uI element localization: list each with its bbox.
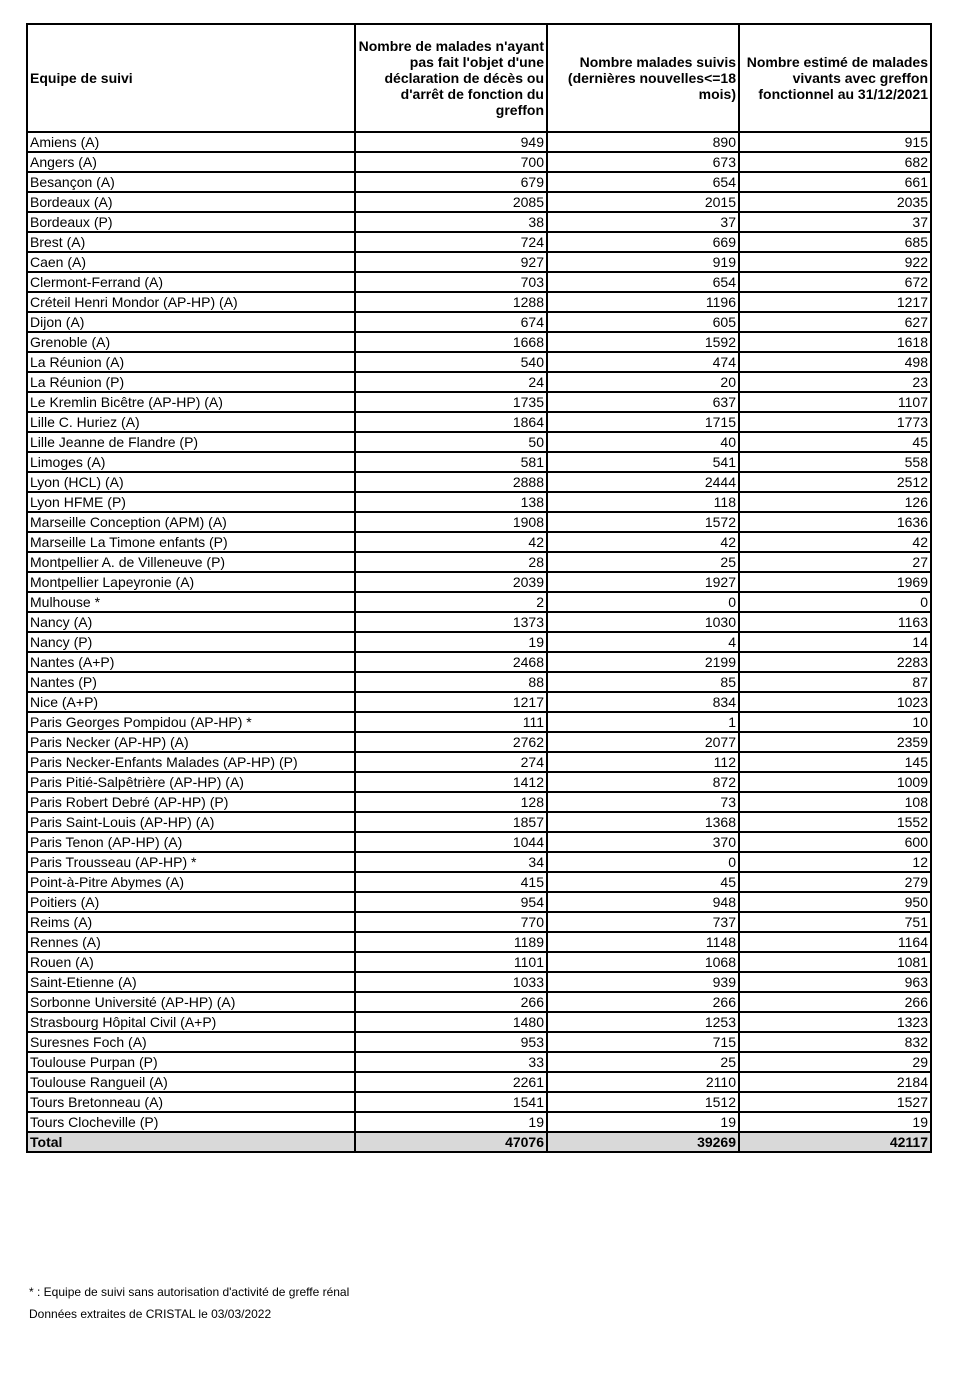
table-row [27, 292, 931, 312]
estimated-alive-cell: 1023 [739, 692, 931, 712]
not-declared-cell: 34 [355, 852, 547, 872]
followed-cell: 654 [547, 272, 739, 292]
team-name-cell: Poitiers (A) [27, 892, 355, 912]
not-declared-cell: 954 [355, 892, 547, 912]
followed-cell: 1148 [547, 932, 739, 952]
not-declared-cell: 415 [355, 872, 547, 892]
not-declared-cell: 540 [355, 352, 547, 372]
table-row [27, 632, 931, 652]
table-row [27, 232, 931, 252]
team-name-cell: Nancy (P) [27, 632, 355, 652]
estimated-alive-cell: 2359 [739, 732, 931, 752]
table-row [27, 392, 931, 412]
not-declared-cell: 1412 [355, 772, 547, 792]
total-label: Total [27, 1132, 355, 1152]
estimated-alive-cell: 1163 [739, 612, 931, 632]
table-row [27, 812, 931, 832]
table-row [27, 1112, 931, 1132]
team-name-cell: Marseille La Timone enfants (P) [27, 532, 355, 552]
table-row [27, 1052, 931, 1072]
estimated-alive-cell: 1323 [739, 1012, 931, 1032]
followed-cell: 715 [547, 1032, 739, 1052]
not-declared-cell: 2039 [355, 572, 547, 592]
estimated-alive-cell: 19 [739, 1112, 931, 1132]
not-declared-cell: 2468 [355, 652, 547, 672]
not-declared-cell: 1373 [355, 612, 547, 632]
team-name-cell: Montpellier A. de Villeneuve (P) [27, 552, 355, 572]
not-declared-cell: 88 [355, 672, 547, 692]
estimated-alive-cell: 23 [739, 372, 931, 392]
team-name-cell: Dijon (A) [27, 312, 355, 332]
table-row [27, 892, 931, 912]
team-name-cell: Le Kremlin Bicêtre (AP-HP) (A) [27, 392, 355, 412]
not-declared-cell: 1217 [355, 692, 547, 712]
estimated-alive-cell: 661 [739, 172, 931, 192]
not-declared-cell: 927 [355, 252, 547, 272]
not-declared-cell: 266 [355, 992, 547, 1012]
table-row [27, 252, 931, 272]
team-name-cell: Créteil Henri Mondor (AP-HP) (A) [27, 292, 355, 312]
not-declared-cell: 274 [355, 752, 547, 772]
table-row [27, 352, 931, 372]
table-row [27, 272, 931, 292]
followed-cell: 266 [547, 992, 739, 1012]
team-name-cell: Besançon (A) [27, 172, 355, 192]
table-row [27, 1032, 931, 1052]
table-row [27, 652, 931, 672]
followed-cell: 25 [547, 552, 739, 572]
team-name-cell: Nantes (P) [27, 672, 355, 692]
followed-cell: 2077 [547, 732, 739, 752]
estimated-alive-cell: 0 [739, 592, 931, 612]
team-name-cell: Grenoble (A) [27, 332, 355, 352]
followed-cell: 1068 [547, 952, 739, 972]
team-name-cell: Tours Bretonneau (A) [27, 1092, 355, 1112]
column-header-team: Equipe de suivi [27, 24, 355, 132]
team-name-cell: Strasbourg Hôpital Civil (A+P) [27, 1012, 355, 1032]
followed-cell: 1572 [547, 512, 739, 532]
table-row [27, 432, 931, 452]
team-name-cell: Saint-Etienne (A) [27, 972, 355, 992]
followed-cell: 85 [547, 672, 739, 692]
table-row [27, 912, 931, 932]
followed-cell: 40 [547, 432, 739, 452]
not-declared-cell: 2888 [355, 472, 547, 492]
estimated-alive-cell: 37 [739, 212, 931, 232]
team-name-cell: Lille Jeanne de Flandre (P) [27, 432, 355, 452]
table-row [27, 992, 931, 1012]
not-declared-cell: 111 [355, 712, 547, 732]
table-row [27, 492, 931, 512]
not-declared-cell: 1857 [355, 812, 547, 832]
followed-cell: 637 [547, 392, 739, 412]
estimated-alive-cell: 600 [739, 832, 931, 852]
estimated-alive-cell: 1217 [739, 292, 931, 312]
table-row [27, 332, 931, 352]
team-name-cell: Lyon HFME (P) [27, 492, 355, 512]
estimated-alive-cell: 108 [739, 792, 931, 812]
team-name-cell: Point-à-Pitre Abymes (A) [27, 872, 355, 892]
followed-cell: 1715 [547, 412, 739, 432]
followed-cell: 919 [547, 252, 739, 272]
not-declared-cell: 674 [355, 312, 547, 332]
team-name-cell: Brest (A) [27, 232, 355, 252]
not-declared-cell: 700 [355, 152, 547, 172]
estimated-alive-cell: 1009 [739, 772, 931, 792]
table-row [27, 412, 931, 432]
not-declared-cell: 1480 [355, 1012, 547, 1032]
not-declared-cell: 1101 [355, 952, 547, 972]
estimated-alive-cell: 1164 [739, 932, 931, 952]
followed-cell: 948 [547, 892, 739, 912]
column-header-followed: Nombre malades suivis (dernières nouvelles<=18 mois) [547, 24, 739, 132]
not-declared-cell: 2762 [355, 732, 547, 752]
followed-cell: 669 [547, 232, 739, 252]
team-name-cell: Nice (A+P) [27, 692, 355, 712]
not-declared-cell: 1864 [355, 412, 547, 432]
table-row [27, 132, 931, 152]
not-declared-cell: 703 [355, 272, 547, 292]
estimated-alive-cell: 45 [739, 432, 931, 452]
estimated-alive-cell: 751 [739, 912, 931, 932]
followed-cell: 1368 [547, 812, 739, 832]
estimated-alive-cell: 915 [739, 132, 931, 152]
followed-cell: 1196 [547, 292, 739, 312]
followed-cell: 45 [547, 872, 739, 892]
estimated-alive-cell: 1081 [739, 952, 931, 972]
not-declared-cell: 138 [355, 492, 547, 512]
followed-cell: 1927 [547, 572, 739, 592]
team-name-cell: Angers (A) [27, 152, 355, 172]
not-declared-cell: 1288 [355, 292, 547, 312]
table-row [27, 852, 931, 872]
team-name-cell: Marseille Conception (APM) (A) [27, 512, 355, 532]
team-name-cell: Reims (A) [27, 912, 355, 932]
team-name-cell: Nantes (A+P) [27, 652, 355, 672]
estimated-alive-cell: 950 [739, 892, 931, 912]
table-row [27, 312, 931, 332]
followed-cell: 37 [547, 212, 739, 232]
not-declared-cell: 679 [355, 172, 547, 192]
table-row [27, 572, 931, 592]
not-declared-cell: 42 [355, 532, 547, 552]
total-not-declared: 47076 [355, 1132, 547, 1152]
total-row [27, 1132, 931, 1152]
not-declared-cell: 50 [355, 432, 547, 452]
not-declared-cell: 1541 [355, 1092, 547, 1112]
followed-cell: 2015 [547, 192, 739, 212]
table-row [27, 592, 931, 612]
followed-cell: 0 [547, 592, 739, 612]
followed-cell: 20 [547, 372, 739, 392]
estimated-alive-cell: 1527 [739, 1092, 931, 1112]
estimated-alive-cell: 126 [739, 492, 931, 512]
team-name-cell: Bordeaux (A) [27, 192, 355, 212]
followed-cell: 673 [547, 152, 739, 172]
not-declared-cell: 770 [355, 912, 547, 932]
estimated-alive-cell: 1636 [739, 512, 931, 532]
team-name-cell: Tours Clocheville (P) [27, 1112, 355, 1132]
table-row [27, 532, 931, 552]
estimated-alive-cell: 42 [739, 532, 931, 552]
team-name-cell: Clermont-Ferrand (A) [27, 272, 355, 292]
followed-cell: 1512 [547, 1092, 739, 1112]
followed-cell: 0 [547, 852, 739, 872]
not-declared-cell: 2261 [355, 1072, 547, 1092]
total-estimated-alive: 42117 [739, 1132, 931, 1152]
team-name-cell: Toulouse Purpan (P) [27, 1052, 355, 1072]
table-row [27, 832, 931, 852]
estimated-alive-cell: 1773 [739, 412, 931, 432]
followed-cell: 541 [547, 452, 739, 472]
not-declared-cell: 38 [355, 212, 547, 232]
table-row [27, 212, 931, 232]
team-name-cell: Paris Robert Debré (AP-HP) (P) [27, 792, 355, 812]
team-name-cell: Sorbonne Université (AP-HP) (A) [27, 992, 355, 1012]
table-row [27, 792, 931, 812]
not-declared-cell: 1668 [355, 332, 547, 352]
team-name-cell: Nancy (A) [27, 612, 355, 632]
footnotes [29, 1281, 349, 1325]
team-name-cell: Mulhouse * [27, 592, 355, 612]
follow-up-table [26, 23, 932, 1153]
estimated-alive-cell: 2184 [739, 1072, 931, 1092]
footnote-asterisk: * : Equipe de suivi sans autorisation d'activité de greffe rénal [29, 1285, 350, 1299]
followed-cell: 112 [547, 752, 739, 772]
team-name-cell: Paris Saint-Louis (AP-HP) (A) [27, 812, 355, 832]
not-declared-cell: 2 [355, 592, 547, 612]
team-name-cell: Amiens (A) [27, 132, 355, 152]
followed-cell: 872 [547, 772, 739, 792]
total-followed: 39269 [547, 1132, 739, 1152]
table-row [27, 172, 931, 192]
not-declared-cell: 1044 [355, 832, 547, 852]
followed-cell: 2199 [547, 652, 739, 672]
table-row [27, 472, 931, 492]
estimated-alive-cell: 14 [739, 632, 931, 652]
table-row [27, 192, 931, 212]
table-row [27, 872, 931, 892]
estimated-alive-cell: 2035 [739, 192, 931, 212]
team-name-cell: Paris Georges Pompidou (AP-HP) * [27, 712, 355, 732]
followed-cell: 1253 [547, 1012, 739, 1032]
table-row [27, 152, 931, 172]
team-name-cell: Lyon (HCL) (A) [27, 472, 355, 492]
table-row [27, 1072, 931, 1092]
team-name-cell: Rennes (A) [27, 932, 355, 952]
estimated-alive-cell: 1969 [739, 572, 931, 592]
followed-cell: 19 [547, 1112, 739, 1132]
followed-cell: 890 [547, 132, 739, 152]
followed-cell: 1030 [547, 612, 739, 632]
not-declared-cell: 1908 [355, 512, 547, 532]
estimated-alive-cell: 672 [739, 272, 931, 292]
follow-up-table-container [26, 23, 932, 1153]
followed-cell: 939 [547, 972, 739, 992]
estimated-alive-cell: 145 [739, 752, 931, 772]
not-declared-cell: 581 [355, 452, 547, 472]
not-declared-cell: 19 [355, 632, 547, 652]
estimated-alive-cell: 832 [739, 1032, 931, 1052]
followed-cell: 474 [547, 352, 739, 372]
team-name-cell: Paris Tenon (AP-HP) (A) [27, 832, 355, 852]
table-row [27, 1092, 931, 1112]
not-declared-cell: 33 [355, 1052, 547, 1072]
table-row [27, 452, 931, 472]
team-name-cell: Lille C. Huriez (A) [27, 412, 355, 432]
not-declared-cell: 724 [355, 232, 547, 252]
table-row [27, 772, 931, 792]
table-row [27, 1012, 931, 1032]
estimated-alive-cell: 10 [739, 712, 931, 732]
table-row [27, 932, 931, 952]
estimated-alive-cell: 1107 [739, 392, 931, 412]
estimated-alive-cell: 1618 [739, 332, 931, 352]
team-name-cell: Suresnes Foch (A) [27, 1032, 355, 1052]
followed-cell: 25 [547, 1052, 739, 1072]
followed-cell: 2110 [547, 1072, 739, 1092]
team-name-cell: Bordeaux (P) [27, 212, 355, 232]
estimated-alive-cell: 279 [739, 872, 931, 892]
not-declared-cell: 28 [355, 552, 547, 572]
table-row [27, 692, 931, 712]
table-row [27, 952, 931, 972]
team-name-cell: Montpellier Lapeyronie (A) [27, 572, 355, 592]
followed-cell: 2444 [547, 472, 739, 492]
estimated-alive-cell: 627 [739, 312, 931, 332]
estimated-alive-cell: 1552 [739, 812, 931, 832]
estimated-alive-cell: 87 [739, 672, 931, 692]
team-name-cell: Paris Pitié-Salpêtrière (AP-HP) (A) [27, 772, 355, 792]
followed-cell: 4 [547, 632, 739, 652]
team-name-cell: La Réunion (P) [27, 372, 355, 392]
estimated-alive-cell: 963 [739, 972, 931, 992]
estimated-alive-cell: 558 [739, 452, 931, 472]
estimated-alive-cell: 498 [739, 352, 931, 372]
estimated-alive-cell: 2512 [739, 472, 931, 492]
followed-cell: 1 [547, 712, 739, 732]
estimated-alive-cell: 2283 [739, 652, 931, 672]
followed-cell: 73 [547, 792, 739, 812]
table-row [27, 512, 931, 532]
estimated-alive-cell: 922 [739, 252, 931, 272]
team-name-cell: Toulouse Rangueil (A) [27, 1072, 355, 1092]
followed-cell: 118 [547, 492, 739, 512]
team-name-cell: Paris Necker (AP-HP) (A) [27, 732, 355, 752]
followed-cell: 605 [547, 312, 739, 332]
estimated-alive-cell: 685 [739, 232, 931, 252]
table-row [27, 732, 931, 752]
column-header-not-declared: Nombre de malades n'ayant pas fait l'objet d'une déclaration de décès ou d'arrêt de fonction du greffon [355, 24, 547, 132]
estimated-alive-cell: 29 [739, 1052, 931, 1072]
footnote-source: Données extraites de CRISTAL le 03/03/2022 [29, 1307, 272, 1321]
estimated-alive-cell: 682 [739, 152, 931, 172]
column-header-estimated-alive: Nombre estimé de malades vivants avec greffon fonctionnel au 31/12/2021 [739, 24, 931, 132]
table-row [27, 752, 931, 772]
followed-cell: 737 [547, 912, 739, 932]
header-row [27, 24, 931, 132]
team-name-cell: Paris Trousseau (AP-HP) * [27, 852, 355, 872]
followed-cell: 834 [547, 692, 739, 712]
not-declared-cell: 949 [355, 132, 547, 152]
table-row [27, 672, 931, 692]
not-declared-cell: 953 [355, 1032, 547, 1052]
estimated-alive-cell: 266 [739, 992, 931, 1012]
team-name-cell: Caen (A) [27, 252, 355, 272]
not-declared-cell: 1189 [355, 932, 547, 952]
table-body [27, 132, 931, 1132]
not-declared-cell: 2085 [355, 192, 547, 212]
followed-cell: 654 [547, 172, 739, 192]
followed-cell: 1592 [547, 332, 739, 352]
table-row [27, 612, 931, 632]
table-row [27, 552, 931, 572]
table-row [27, 372, 931, 392]
estimated-alive-cell: 27 [739, 552, 931, 572]
not-declared-cell: 1735 [355, 392, 547, 412]
followed-cell: 370 [547, 832, 739, 852]
followed-cell: 42 [547, 532, 739, 552]
not-declared-cell: 19 [355, 1112, 547, 1132]
team-name-cell: Paris Necker-Enfants Malades (AP-HP) (P) [27, 752, 355, 772]
not-declared-cell: 1033 [355, 972, 547, 992]
team-name-cell: Rouen (A) [27, 952, 355, 972]
team-name-cell: La Réunion (A) [27, 352, 355, 372]
estimated-alive-cell: 12 [739, 852, 931, 872]
table-row [27, 972, 931, 992]
team-name-cell: Limoges (A) [27, 452, 355, 472]
not-declared-cell: 128 [355, 792, 547, 812]
not-declared-cell: 24 [355, 372, 547, 392]
table-row [27, 712, 931, 732]
